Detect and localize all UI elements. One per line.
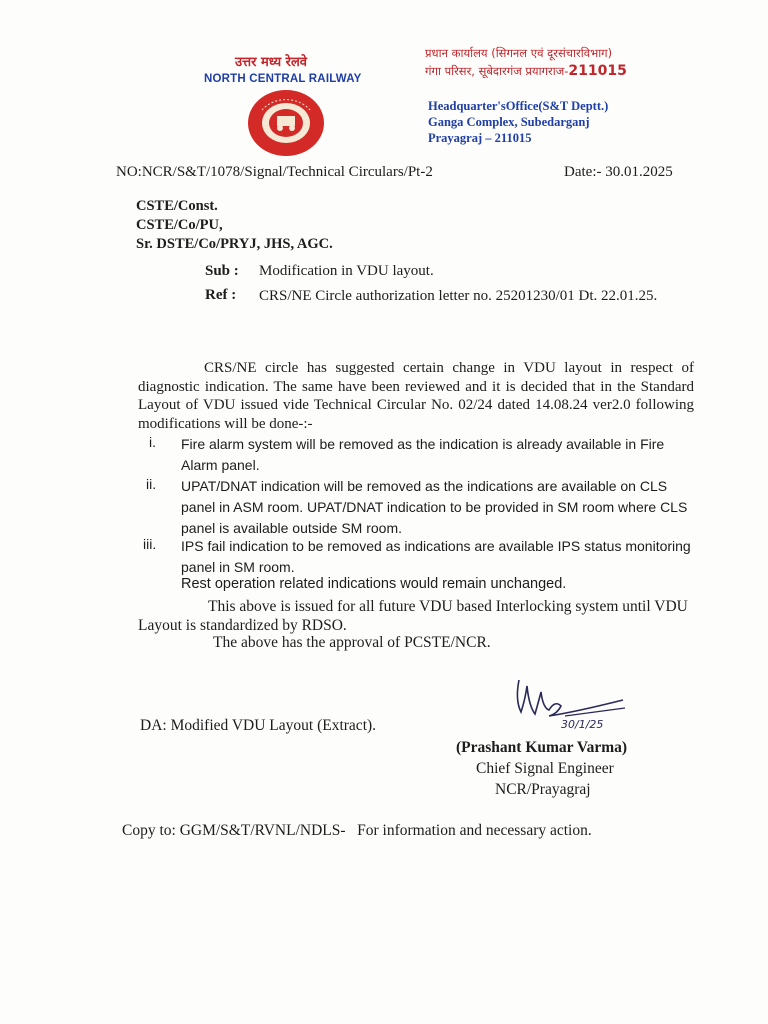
enclosure-line: DA: Modified VDU Layout (Extract). (140, 717, 377, 734)
office-hindi-pin: 211015 (568, 63, 627, 79)
letter-date: Date:- 30.01.2025 (564, 164, 673, 180)
body-intro: CRS/NE circle has suggested certain change in VDU layout in respect of diagnostic indication. The same have been reviewed and it is decided that in the Standard Layout of VDU issued vide Technical Circular No. 02/24 dated 14.08.24 ver2.0 following modifications will be done-:- (138, 360, 694, 432)
addressee: CSTE/Co/PU, (136, 217, 223, 233)
org-name-hindi: उत्तर मध्य रेलवे (235, 55, 308, 70)
item-number: ii. (146, 476, 157, 492)
ref-text: CRS/NE Circle authorization letter no. 25201230/01 Dt. 22.01.25. (259, 288, 658, 304)
copy-to-line: Copy to: GGM/S&T/RVNL/NDLS- For information and necessary action. (122, 822, 592, 839)
rest-operations-line: Rest operation related indications would remain unchanged. (181, 576, 567, 592)
approval-line: The above has the approval of PCSTE/NCR. (213, 634, 491, 651)
office-hindi-line1: प्रधान कार्यालय (सिगनल एवं दूरसंचारविभाग) (425, 46, 613, 60)
issued-paragraph: This above is issued for all future VDU based Interlocking system until VDU Layout is standardized by RDSO. (138, 598, 688, 634)
office-hindi-address: गंगा परिसर, सूबेदारगंज प्रयागराज- (425, 64, 569, 78)
item-number: i. (149, 434, 156, 450)
office-en-line1: Headquarter'sOffice(S&T Deptt.) (428, 99, 609, 113)
item-text: Fire alarm system will be removed as the indication is already available in Fire Alarm panel. (181, 436, 665, 473)
subject-label: Sub : (205, 263, 239, 279)
handwritten-date: 30/1/25 (561, 718, 604, 731)
office-hindi-line2 (425, 63, 627, 79)
item-text: UPAT/DNAT indication will be removed as the indications are available on CLS panel in ASM room. UPAT/DNAT indication to be provided in SM room where CLS panel is available outside SM room. (181, 478, 688, 536)
office-en-line2: Ganga Complex, Subedarganj (428, 115, 590, 129)
railway-logo (246, 88, 326, 158)
ref-label: Ref : (205, 287, 237, 303)
subject-text: Modification in VDU layout. (259, 263, 434, 279)
handwritten-signature (505, 670, 635, 735)
addressee-block (136, 197, 333, 254)
org-name-english: NORTH CENTRAL RAILWAY (204, 73, 362, 85)
addressee: Sr. DSTE/Co/PRYJ, JHS, AGC. (136, 236, 333, 252)
signatory-name: (Prashant Kumar Varma) (456, 739, 628, 756)
signatory-location: NCR/Prayagraj (495, 781, 591, 798)
addressee: CSTE/Const. (136, 198, 218, 214)
signatory-designation: Chief Signal Engineer (476, 760, 614, 777)
office-en-line3: Prayagraj – 211015 (428, 131, 532, 145)
office-english-address (428, 98, 608, 146)
reference-number: NO:NCR/S&T/1078/Signal/Technical Circulars/Pt-2 (116, 164, 433, 180)
item-number: iii. (143, 536, 157, 552)
item-text: IPS fail indication to be removed as indications are available IPS status monitoring panel in SM room. (181, 538, 691, 575)
